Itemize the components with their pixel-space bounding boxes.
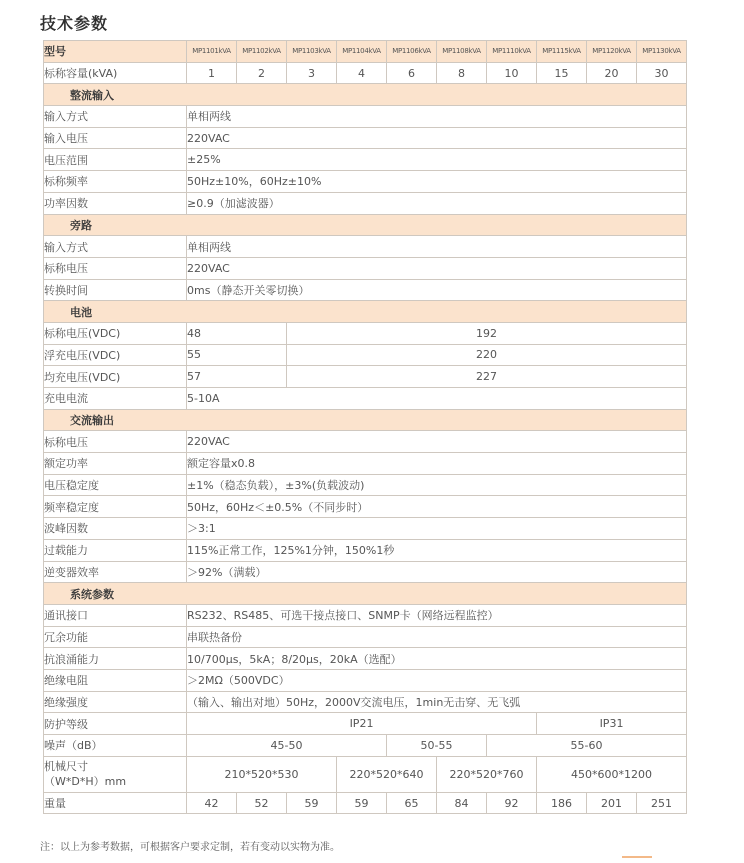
spec-label: 标称电压 [44,431,187,453]
capacity-cell: 4 [337,62,387,84]
decorative-mark [622,856,652,860]
size-label-line: （W*D*H）mm [44,775,127,789]
model-cell: MP1108kVA [437,41,487,63]
spec-value: 57 [187,366,287,388]
spec-label: 充电电流 [44,388,187,410]
model-row [44,41,687,63]
spec-value: 450*600*1200 [537,756,687,792]
spec-value: ≥0.9（加滤波器） [187,192,687,214]
capacity-row [44,62,687,84]
spec-label: 输入电压 [44,127,187,149]
spec-label: 冗余功能 [44,626,187,648]
spec-value: 220VAC [187,431,687,453]
spec-value: 220 [287,344,687,366]
section-header-rectifier: 整流输入 [44,84,687,106]
spec-value: 0ms（静态开关零切换） [187,279,687,301]
protection-row [44,713,687,735]
spec-value: 10/700μs，5kA；8/20μs，20kA（选配） [187,648,687,670]
weight-cell: 84 [437,792,487,814]
spec-row [44,236,687,258]
spec-label: 输入方式 [44,236,187,258]
spec-value: 220VAC [187,127,687,149]
model-cell: MP1101kVA [187,41,237,63]
size-label-line: 机械尺寸 [44,760,88,774]
footnote: 注：以上为参考数据，可根据客户要求定制，若有变动以实物为准。 [40,842,340,853]
spec-value: RS232、RS485、可选干接点接口、SNMP卡（网络远程监控） [187,604,687,626]
spec-value: 50Hz，60Hz＜±0.5%（不同步时） [187,496,687,518]
spec-row [44,171,687,193]
weight-cell: 59 [287,792,337,814]
spec-row [44,518,687,540]
spec-value: ±25% [187,149,687,171]
weight-cell: 42 [187,792,237,814]
spec-value: 单相两线 [187,106,687,128]
page-title: 技术参数 [40,14,109,33]
capacity-cell: 15 [537,62,587,84]
spec-label: 绝缘强度 [44,691,187,713]
spec-row [44,539,687,561]
spec-row [44,496,687,518]
model-cell: MP1106kVA [387,41,437,63]
noise-row [44,735,687,757]
size-label [44,756,187,792]
spec-row [44,127,687,149]
spec-value: IP31 [537,713,687,735]
spec-row [44,453,687,475]
weight-row [44,792,687,814]
spec-value: 48 [187,322,287,344]
spec-label: 抗浪涌能力 [44,648,187,670]
model-cell: MP1115kVA [537,41,587,63]
spec-row [44,626,687,648]
spec-value: 5-10A [187,388,687,410]
spec-row [44,192,687,214]
spec-row [44,257,687,279]
spec-label: 浮充电压(VDC) [44,344,187,366]
size-row [44,756,687,792]
capacity-cell: 2 [237,62,287,84]
model-label: 型号 [44,41,187,63]
spec-value: 额定容量x0.8 [187,453,687,475]
capacity-cell: 10 [487,62,537,84]
capacity-cell: 3 [287,62,337,84]
model-cell: MP1130kVA [637,41,687,63]
spec-value: 55 [187,344,287,366]
spec-label: 标称电压(VDC) [44,322,187,344]
spec-value: ＞2MΩ（500VDC） [187,669,687,691]
spec-value: 220*520*640 [337,756,437,792]
section-header-battery: 电池 [44,301,687,323]
spec-label: 标称电压 [44,257,187,279]
spec-value: 210*520*530 [187,756,337,792]
spec-label: 重量 [44,792,187,814]
spec-row [44,561,687,583]
spec-value: ±1%（稳态负载），±3%(负载波动) [187,474,687,496]
weight-cell: 52 [237,792,287,814]
spec-label: 标称频率 [44,171,187,193]
spec-value: 227 [287,366,687,388]
spec-row [44,279,687,301]
weight-cell: 201 [587,792,637,814]
model-cell: MP1110kVA [487,41,537,63]
spec-row [44,431,687,453]
spec-label: 防护等级 [44,713,187,735]
spec-label: 通讯接口 [44,604,187,626]
spec-label: 转换时间 [44,279,187,301]
spec-value: 单相两线 [187,236,687,258]
capacity-cell: 20 [587,62,637,84]
spec-table [43,40,687,814]
spec-value: 115%正常工作，125%1分钟，150%1秒 [187,539,687,561]
section-header-bypass: 旁路 [44,214,687,236]
spec-label: 功率因数 [44,192,187,214]
spec-row [44,648,687,670]
spec-value: 220*520*760 [437,756,537,792]
spec-value: ＞92%（满载） [187,561,687,583]
spec-value: 50Hz±10%，60Hz±10% [187,171,687,193]
weight-cell: 186 [537,792,587,814]
spec-value: 50-55 [387,735,487,757]
capacity-cell: 8 [437,62,487,84]
model-cell: MP1102kVA [237,41,287,63]
battery-row [44,322,687,344]
spec-value: ＞3:1 [187,518,687,540]
spec-row [44,149,687,171]
model-cell: MP1103kVA [287,41,337,63]
weight-cell: 251 [637,792,687,814]
capacity-cell: 1 [187,62,237,84]
model-cell: MP1104kVA [337,41,387,63]
section-header-ac-output: 交流输出 [44,409,687,431]
spec-label: 噪声（dB） [44,735,187,757]
spec-value: （输入、输出对地）50Hz，2000V交流电压，1min无击穿、无飞弧 [187,691,687,713]
spec-row [44,604,687,626]
spec-value: 55-60 [487,735,687,757]
spec-row [44,669,687,691]
model-cell: MP1120kVA [587,41,637,63]
spec-value: 192 [287,322,687,344]
spec-row [44,106,687,128]
weight-cell: 65 [387,792,437,814]
spec-label: 额定功率 [44,453,187,475]
spec-label: 电压范围 [44,149,187,171]
spec-label: 输入方式 [44,106,187,128]
capacity-label: 标称容量(kVA) [44,62,187,84]
battery-row [44,366,687,388]
spec-row [44,691,687,713]
spec-value: 45-50 [187,735,387,757]
spec-label: 过载能力 [44,539,187,561]
capacity-cell: 30 [637,62,687,84]
spec-label: 绝缘电阻 [44,669,187,691]
spec-label: 电压稳定度 [44,474,187,496]
battery-row [44,344,687,366]
spec-row [44,474,687,496]
spec-value: 串联热备份 [187,626,687,648]
spec-row [44,388,687,410]
spec-label: 波峰因数 [44,518,187,540]
spec-value: 220VAC [187,257,687,279]
spec-value: IP21 [187,713,537,735]
weight-cell: 92 [487,792,537,814]
weight-cell: 59 [337,792,387,814]
spec-label: 均充电压(VDC) [44,366,187,388]
spec-label: 频率稳定度 [44,496,187,518]
section-header-system: 系统参数 [44,583,687,605]
capacity-cell: 6 [387,62,437,84]
spec-label: 逆变器效率 [44,561,187,583]
